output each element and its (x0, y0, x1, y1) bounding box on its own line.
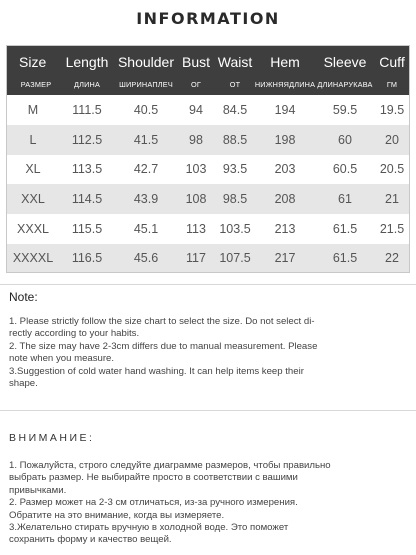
header-ru-size: РАЗМЕР (20, 79, 52, 89)
ru-note-line: сохранить форму и качество вещей. (9, 534, 172, 546)
cell-sleeve: 61 (338, 192, 352, 207)
cell-shoulder: 45.6 (133, 251, 159, 265)
header-ru-sleeve: ДЛИНАРУКАВА (317, 79, 373, 89)
cell-hem: 194 (274, 102, 296, 117)
header-shoulder: Shoulder (117, 54, 175, 70)
cell-size: XXL (21, 192, 45, 207)
cell-hem: 198 (274, 132, 296, 147)
table-row (7, 95, 409, 125)
note-line: shape. (9, 378, 38, 390)
table-row (7, 184, 409, 214)
table-row (7, 214, 409, 244)
cell-hem: 213 (274, 222, 296, 237)
cell-cuff: 21 (385, 192, 399, 207)
note-line: 2. The size may have 2-3cm differs due to manual measurement. Please (9, 340, 318, 352)
size-chart-table (6, 45, 410, 273)
cell-hem: 217 (274, 251, 296, 265)
section-divider (0, 410, 416, 411)
ru-note-line: привычками. (9, 484, 67, 496)
table-row (7, 155, 409, 185)
note-line: 3.Suggestion of cold water hand washing. It can help items keep their (9, 365, 304, 377)
cell-bust: 108 (185, 192, 207, 207)
header-ru-shoulder: ШИРИНАПЛЕЧ (119, 79, 173, 89)
ru-note-title: ВНИМАНИЕ: (9, 432, 95, 444)
ru-note-text (9, 460, 409, 547)
cell-waist: 103.5 (219, 222, 251, 237)
cell-cuff: 20 (385, 132, 399, 147)
cell-shoulder: 42.7 (133, 162, 159, 177)
cell-shoulder: 40.5 (133, 102, 159, 117)
header-ru-hem: НИЖНЯЯДЛИНА (254, 79, 316, 89)
cell-cuff: 22 (385, 251, 399, 265)
cell-waist: 88.5 (222, 132, 248, 147)
cell-bust: 103 (185, 162, 207, 177)
header-size: Size (19, 54, 47, 70)
cell-bust: 98 (189, 132, 203, 147)
note-line: rectly according to your habits. (9, 328, 140, 340)
header-sleeve: Sleeve (323, 54, 367, 70)
header-hem: Hem (270, 54, 300, 70)
cell-length: 112.5 (71, 132, 103, 147)
cell-hem: 203 (274, 162, 296, 177)
cell-length: 114.5 (71, 192, 103, 207)
cell-cuff: 21.5 (379, 222, 405, 237)
note-title: Note: (9, 290, 38, 304)
cell-hem: 208 (274, 192, 296, 207)
header-length: Length (65, 54, 109, 70)
cell-length: 111.5 (72, 102, 102, 117)
cell-shoulder: 45.1 (133, 222, 159, 237)
cell-waist: 107.5 (219, 251, 251, 265)
header-bust: Bust (181, 54, 210, 70)
cell-size: M (27, 102, 39, 117)
cell-bust: 117 (186, 251, 206, 265)
ru-note-line: выбрать размер. Не выбирайте просто в соответствии с вашими (9, 472, 298, 484)
cell-bust: 113 (186, 222, 206, 237)
cell-waist: 93.5 (222, 162, 248, 177)
cell-bust: 94 (189, 102, 203, 117)
header-waist: Waist (217, 54, 253, 70)
note-line: 1. Please strictly follow the size chart to select the size. Do not select di- (9, 316, 315, 327)
cell-cuff: 20.5 (379, 162, 405, 177)
cell-size: XXXL (17, 222, 49, 237)
cell-sleeve: 60.5 (332, 162, 358, 177)
ru-note-line: Обратите на это внимание, когда вы измеряете. (9, 509, 225, 521)
cell-cuff: 19.5 (379, 102, 405, 117)
cell-sleeve: 59.5 (332, 102, 358, 117)
table-row (7, 125, 409, 155)
cell-waist: 98.5 (222, 192, 248, 207)
table-row (7, 244, 409, 272)
cell-shoulder: 43.9 (133, 192, 159, 207)
header-ru-length: ДЛИНА (73, 79, 101, 89)
cell-size: XXXXL (12, 251, 54, 265)
cell-size: XL (25, 162, 41, 177)
table-header (7, 46, 409, 95)
cell-waist: 84.5 (222, 102, 248, 117)
header-ru-waist: ОТ (229, 79, 241, 89)
cell-sleeve: 61.5 (332, 222, 358, 237)
cell-length: 116.5 (71, 251, 103, 265)
cell-sleeve: 60 (338, 132, 352, 147)
header-ru-cuff: ГМ (386, 79, 398, 89)
page-title: INFORMATION (136, 9, 280, 28)
cell-length: 113.5 (71, 162, 103, 177)
cell-shoulder: 41.5 (133, 132, 159, 147)
header-cuff: Cuff (379, 54, 405, 70)
note-line: note when you measure. (9, 353, 115, 365)
cell-length: 115.5 (71, 222, 103, 237)
cell-size: L (29, 132, 37, 147)
ru-note-line: 2. Размер может на 2-3 см отличаться, из-за ручного измерения. (9, 497, 298, 509)
header-ru-bust: ОГ (190, 79, 202, 89)
section-divider (0, 284, 416, 285)
cell-sleeve: 61.5 (332, 251, 358, 265)
note-text (9, 316, 409, 390)
ru-note-line: 1. Пожалуйста, строго следуйте диаграмме размеров, чтобы правильно (9, 460, 331, 471)
ru-note-line: 3.Желательно стирать вручную в холодной воде. Это поможет (9, 522, 289, 534)
